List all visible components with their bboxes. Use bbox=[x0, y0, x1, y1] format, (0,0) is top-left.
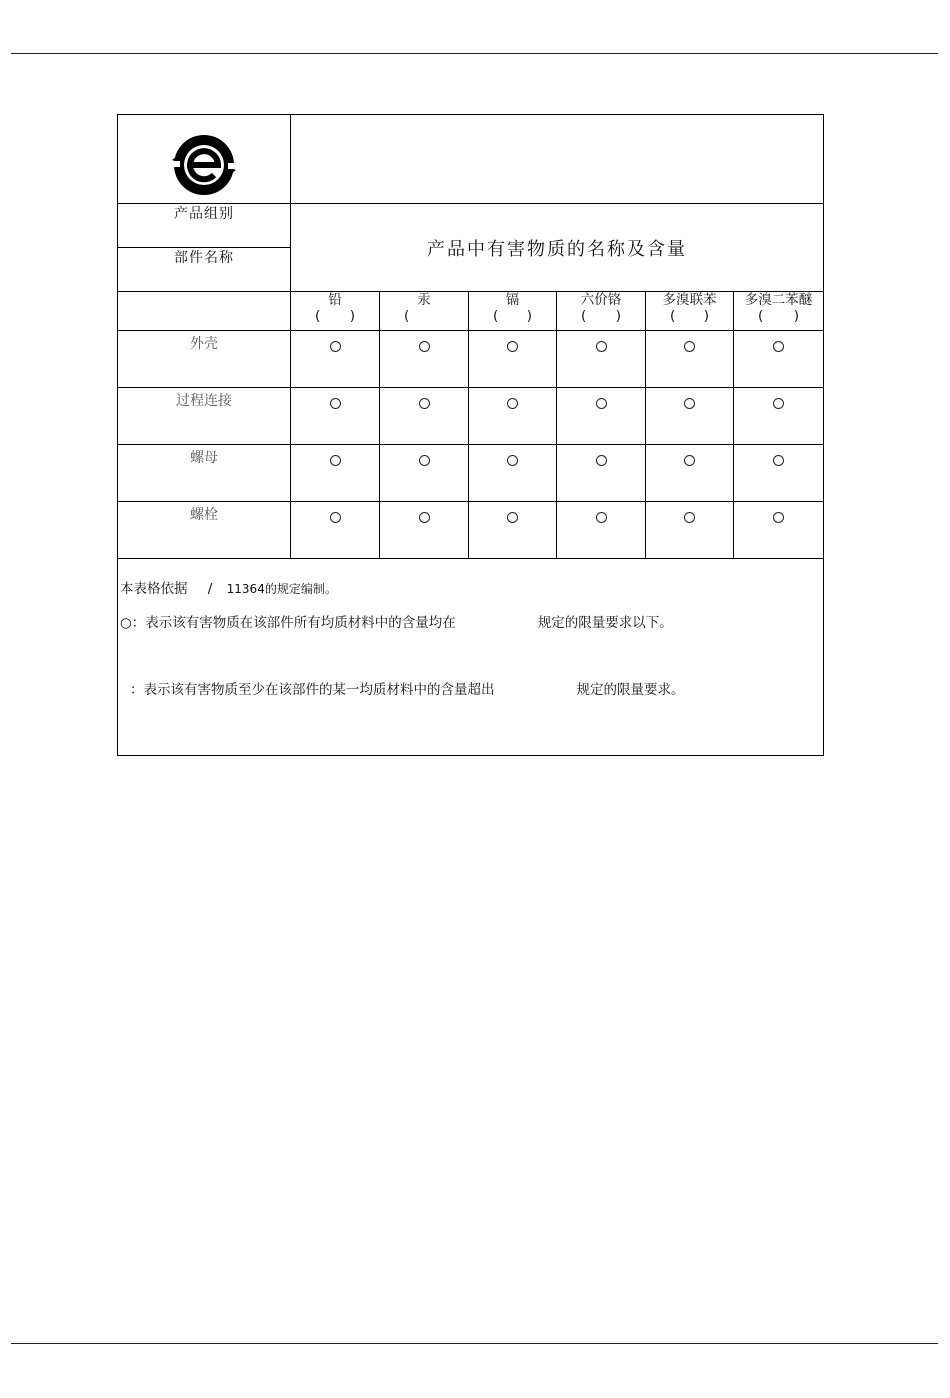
substance-cell bbox=[291, 502, 380, 559]
substance-cell bbox=[646, 502, 734, 559]
paren-open: ( bbox=[404, 308, 410, 324]
part-name: 螺母 bbox=[118, 445, 291, 502]
substance-cell bbox=[291, 445, 380, 502]
substance-cell bbox=[557, 388, 646, 445]
compliant-circle-icon bbox=[773, 455, 784, 466]
column-unit-parens bbox=[380, 308, 468, 324]
table-row bbox=[118, 331, 824, 388]
compliant-circle-icon bbox=[507, 512, 518, 523]
blank-header-cell bbox=[118, 292, 291, 331]
substance-cell bbox=[646, 445, 734, 502]
paren-close: ) bbox=[349, 308, 355, 324]
compliant-circle-icon bbox=[773, 341, 784, 352]
column-header bbox=[380, 292, 469, 331]
substance-cell bbox=[646, 388, 734, 445]
column-unit-parens bbox=[469, 308, 556, 324]
column-name: 铅 bbox=[328, 292, 342, 308]
compliant-circle-icon bbox=[419, 455, 430, 466]
paren-close: ) bbox=[703, 308, 709, 324]
paren-open: ( bbox=[315, 308, 321, 324]
substance-cell bbox=[469, 445, 557, 502]
part-name: 过程连接 bbox=[118, 388, 291, 445]
column-name: 多溴联苯 bbox=[662, 292, 717, 308]
paren-close: ) bbox=[793, 308, 800, 324]
compliant-circle-icon bbox=[684, 512, 695, 523]
paren-open: ( bbox=[493, 308, 499, 324]
substance-cell bbox=[557, 331, 646, 388]
compliant-circle-icon bbox=[684, 398, 695, 409]
substance-cell bbox=[469, 502, 557, 559]
column-header bbox=[734, 292, 824, 331]
column-header bbox=[557, 292, 646, 331]
compliant-circle-icon bbox=[507, 398, 518, 409]
substance-cell bbox=[469, 331, 557, 388]
logo-blank-cell bbox=[291, 115, 824, 204]
compliant-circle-icon bbox=[330, 341, 341, 352]
part-name: 外壳 bbox=[118, 331, 291, 388]
substance-cell bbox=[557, 502, 646, 559]
compliant-circle-icon bbox=[419, 398, 430, 409]
footer-rule bbox=[11, 1343, 938, 1344]
paren-open: ( bbox=[670, 308, 676, 324]
compliant-circle-icon bbox=[773, 398, 784, 409]
hazardous-substance-table bbox=[117, 114, 824, 756]
note-x: ：表示该有害物质至少在该部件的某一均质材料中的含量超出 规定的限量要求。 bbox=[130, 682, 685, 698]
substance-cell bbox=[734, 388, 824, 445]
column-unit-parens bbox=[646, 308, 733, 324]
compliant-circle-icon bbox=[596, 455, 607, 466]
part-name-label: 部件名称 bbox=[118, 248, 291, 292]
substance-cell bbox=[291, 331, 380, 388]
product-group-label: 产品组别 bbox=[118, 204, 291, 248]
table-title: 产品中有害物质的名称及含量 bbox=[291, 204, 824, 292]
compliant-circle-icon bbox=[330, 398, 341, 409]
paren-open: ( bbox=[581, 308, 587, 324]
substance-cell bbox=[380, 388, 469, 445]
substance-cell bbox=[380, 445, 469, 502]
compliant-circle-icon bbox=[507, 341, 518, 352]
substance-cell bbox=[734, 445, 824, 502]
column-unit-parens bbox=[557, 308, 645, 324]
rohs-e-recycle-icon bbox=[170, 134, 238, 196]
substance-cell bbox=[380, 331, 469, 388]
substance-cell bbox=[291, 388, 380, 445]
compliant-circle-icon bbox=[507, 455, 518, 466]
compliant-circle-icon bbox=[419, 512, 430, 523]
substance-cell bbox=[734, 502, 824, 559]
substance-cell bbox=[469, 388, 557, 445]
paren-open: ( bbox=[758, 308, 764, 324]
column-name: 多溴二苯醚 bbox=[744, 292, 813, 308]
compliant-circle-icon bbox=[596, 341, 607, 352]
compliant-circle-icon bbox=[330, 512, 341, 523]
compliant-circle-icon bbox=[330, 455, 341, 466]
compliant-circle-icon bbox=[773, 512, 784, 523]
compliant-circle-icon bbox=[684, 455, 695, 466]
compliant-circle-icon bbox=[596, 512, 607, 523]
table-row bbox=[118, 445, 824, 502]
rohs-logo-cell bbox=[118, 115, 291, 204]
paren-close: ) bbox=[615, 308, 621, 324]
column-name: 镉 bbox=[505, 292, 520, 308]
column-unit-parens bbox=[291, 308, 379, 324]
substance-cell bbox=[380, 502, 469, 559]
compliant-circle-icon bbox=[596, 398, 607, 409]
note-basis: 本表格依据 / 11364的规定编制。 bbox=[120, 581, 337, 597]
substance-cell bbox=[734, 331, 824, 388]
column-header bbox=[646, 292, 734, 331]
note-o: ○：表示该有害物质在该部件所有均质材料中的含量均在 规定的限量要求以下。 bbox=[120, 615, 673, 631]
table-row bbox=[118, 502, 824, 559]
compliant-circle-icon bbox=[684, 341, 695, 352]
header-rule bbox=[11, 53, 938, 54]
notes-cell bbox=[118, 559, 824, 756]
column-name: 六价铬 bbox=[580, 292, 622, 308]
substance-cell bbox=[646, 331, 734, 388]
column-header bbox=[469, 292, 557, 331]
column-header bbox=[291, 292, 380, 331]
column-name: 汞 bbox=[417, 292, 431, 308]
substance-cell bbox=[557, 445, 646, 502]
table-row bbox=[118, 388, 824, 445]
part-name: 螺栓 bbox=[118, 502, 291, 559]
compliant-circle-icon bbox=[419, 341, 430, 352]
paren-close: ) bbox=[526, 308, 532, 324]
column-unit-parens bbox=[734, 308, 823, 324]
